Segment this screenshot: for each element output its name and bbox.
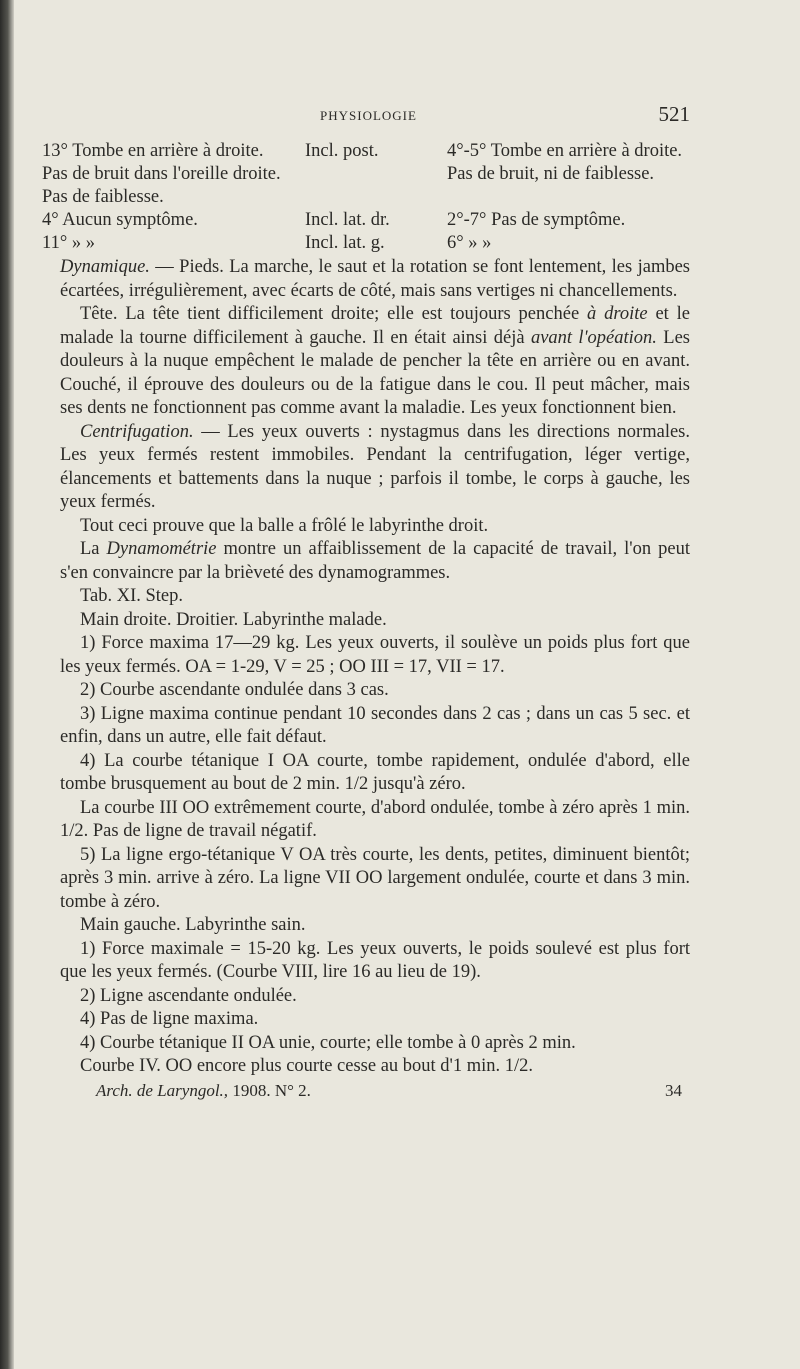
symptom-cell-middle: Incl. post.	[305, 141, 379, 161]
italic-text: Dynamométrie	[106, 539, 217, 559]
page-number: 521	[658, 102, 690, 126]
symptom-cell-left: 13° Tombe en arrière à droite.	[42, 141, 264, 161]
symptom-table-body	[42, 140, 700, 255]
paragraph-tete	[60, 303, 690, 421]
paragraph-text: Tête. La tête tient difficilement droite; elle est toujours penchée	[80, 304, 587, 324]
symptom-cell-left: Pas de bruit dans l'oreille droite.	[42, 164, 281, 184]
heading-dynamique: Dynamique.	[60, 257, 150, 277]
paragraph-text: — Pieds. La marche, le saut et la rotation se font lentement, les jambes écartées, irrégulièrement, avec écarts de côté, mais sans vertiges ni chancellements.	[60, 257, 690, 301]
symptom-cell-middle: Incl. lat. g.	[305, 233, 385, 253]
symptom-cell-left: 11° » »	[42, 233, 95, 253]
symptom-row	[60, 186, 700, 209]
page-footer	[60, 1081, 690, 1105]
list-item-courbe-droite: 2) Courbe ascendante ondulée dans 3 cas.	[80, 680, 389, 700]
paragraph-text: — Les yeux ouverts : nystagmus dans les directions normales. Les yeux fermés restent immobiles. Pendant la centrifugation, léger vertige, élancements et battements dans la nuque ; parfois il tombe, le corps à gauche, les yeux fermés.	[60, 421, 690, 512]
italic-text: à droite	[587, 304, 648, 324]
symptom-cell-middle	[305, 186, 465, 209]
paragraph-dynamometrie	[60, 538, 690, 585]
symptom-cell-right: 4°-5° Tombe en arrière à droite.	[447, 141, 683, 161]
symptom-row	[60, 209, 700, 232]
symptom-cell-left: 4° Aucun symptôme.	[42, 210, 198, 230]
symptom-cell-middle: Incl. lat. dr.	[305, 210, 390, 230]
list-item-pas-maxima: 4) Pas de ligne maxima.	[80, 1009, 259, 1029]
paragraph-text: montre un affaiblissement de la capacité de travail, l'on peut s'en convaincre par la brièveté des dynamogrammes.	[60, 539, 690, 583]
symptom-row	[60, 140, 700, 163]
paragraph-tab: Tab. XI. Step.	[80, 586, 184, 606]
symptom-cell-right: Pas de bruit, ni de faiblesse.	[447, 164, 655, 184]
page-header	[60, 100, 690, 140]
symptom-cell-right: 2°-7° Pas de symptôme.	[447, 210, 626, 230]
paragraph-text: et le malade la tourne difficilement à gauche. Il en était ainsi déjà	[60, 304, 690, 348]
journal-title: Arch. de Laryngol.,	[96, 1080, 229, 1100]
symptom-cell-middle	[305, 163, 465, 186]
paragraph-courbe-iii: La courbe III OO extrêmement courte, d'abord ondulée, tombe à zéro après 1 min. 1/2. Pas de ligne de travail négatif.	[60, 797, 690, 841]
body-text	[60, 256, 690, 1079]
list-item-tetanique-droite: 4) La courbe tétanique I OA courte, tombe rapidement, ondulée d'abord, elle tombe brusquement au bout de 2 min. 1/2 jusqu'à zéro.	[60, 750, 690, 794]
paragraph-dynamique	[60, 256, 690, 303]
list-item-tetanique-gauche: 4) Courbe tétanique II OA unie, courte; elle tombe à 0 après 2 min.	[80, 1032, 576, 1053]
paragraph-text: La	[80, 539, 107, 559]
paragraph-centrifugation	[60, 421, 690, 515]
paragraph-text: Les douleurs à la nuque empêchent le malade de pencher la tête en arrière ou en avant. Couché, il éprouve des douleurs ou de la fatigue dans le cou. Il peut mâcher, mais ses dents ne fonctionnent pas comme avant la maladie. Les yeux fonctionnent bien.	[60, 327, 690, 418]
paragraph-conclusion: Tout ceci prouve que la balle a frôlé le labyrinthe droit.	[80, 515, 489, 536]
symptom-cell-left: Pas de faiblesse.	[42, 187, 164, 207]
paragraph-courbe-iv: Courbe IV. OO encore plus courte cesse au bout d'1 min. 1/2.	[80, 1056, 534, 1076]
list-item-ligne-maxima-droite: 3) Ligne maxima continue pendant 10 secondes dans 2 cas ; dans un cas 5 sec. et enfin, dans un autre, elle fait défaut.	[60, 703, 690, 747]
running-head: PHYSIOLOGIE	[320, 108, 417, 123]
symptom-row	[60, 232, 700, 255]
paragraph-main-gauche: Main gauche. Labyrinthe sain.	[80, 915, 306, 935]
italic-text: avant l'opéation.	[530, 327, 657, 348]
list-item-force-droite: 1) Force maxima 17—29 kg. Les yeux ouverts, il soulève un poids plus fort que les yeux fermés. OA = 1-29, V = 25 ; OO III = 17, VII = 17.	[60, 633, 690, 677]
list-item-ligne-gauche: 2) Ligne ascendante ondulée.	[80, 985, 297, 1006]
symptom-table	[42, 140, 700, 255]
heading-centrifugation: Centrifugation.	[80, 421, 194, 442]
paragraph-main-droite: Main droite. Droitier. Labyrinthe malade.	[80, 609, 387, 630]
book-spine-shadow	[0, 0, 14, 1369]
symptom-cell-right	[465, 186, 700, 209]
signature-mark: 34	[665, 1080, 682, 1100]
journal-issue: 1908. N° 2.	[228, 1080, 311, 1100]
journal-citation	[96, 1081, 311, 1101]
book-page	[42, 100, 690, 1105]
list-item-ergo-tetanique: 5) La ligne ergo-tétanique V OA très courte, les dents, petites, diminuent bientôt; après 3 min. arrive à zéro. La ligne VII OO largement ondulée, courte et dans 3 min. tombe à zéro.	[60, 844, 690, 912]
list-item-force-gauche: 1) Force maximale = 15-20 kg. Les yeux ouverts, le poids soulevé est plus fort que les yeux fermés. (Courbe VIII, lire 16 au lieu de 19).	[60, 938, 690, 982]
symptom-cell-right: 6° » »	[447, 233, 492, 253]
symptom-row	[60, 163, 700, 186]
